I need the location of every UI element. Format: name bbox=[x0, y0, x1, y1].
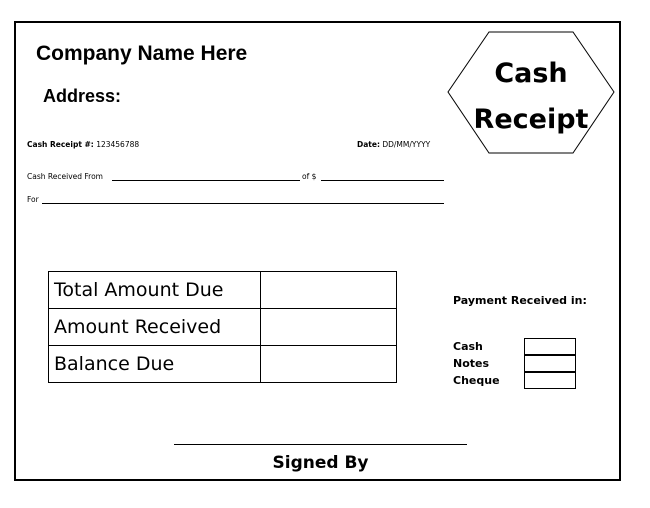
company-name: Company Name Here bbox=[36, 42, 248, 65]
payment-received-title: Payment Received in: bbox=[453, 294, 587, 307]
balance-due-value[interactable] bbox=[261, 346, 397, 383]
address-label: Address: bbox=[43, 86, 122, 106]
signed-by-label: Signed By bbox=[272, 453, 369, 473]
receipt-number-value: 123456788 bbox=[96, 140, 140, 149]
table-row bbox=[49, 309, 397, 346]
badge-line-1: Cash bbox=[494, 58, 568, 89]
of-dollar-label: of $ bbox=[302, 172, 317, 181]
payment-option-cash: Cash bbox=[453, 340, 483, 353]
received-from-field[interactable] bbox=[112, 180, 300, 181]
payment-option-cheque: Cheque bbox=[453, 374, 500, 387]
receipt-date bbox=[357, 140, 430, 149]
total-amount-due-label: Total Amount Due bbox=[49, 272, 261, 309]
amount-received-label: Amount Received bbox=[49, 309, 261, 346]
date-value[interactable]: DD/MM/YYYY bbox=[382, 140, 431, 149]
for-field[interactable] bbox=[42, 203, 444, 204]
notes-checkbox[interactable] bbox=[524, 355, 576, 372]
cash-checkbox[interactable] bbox=[524, 338, 576, 355]
amount-received-value[interactable] bbox=[261, 309, 397, 346]
for-label: For bbox=[27, 195, 39, 204]
total-amount-due-value[interactable] bbox=[261, 272, 397, 309]
cash-receipt-badge bbox=[446, 30, 616, 155]
payment-option-notes: Notes bbox=[453, 357, 490, 370]
receipt-number bbox=[27, 140, 139, 149]
table-row bbox=[49, 272, 397, 309]
amount-field[interactable] bbox=[321, 180, 444, 181]
received-from-label: Cash Received From bbox=[27, 172, 103, 181]
amounts-table bbox=[48, 271, 397, 383]
badge-line-2: Receipt bbox=[473, 104, 589, 134]
cheque-checkbox[interactable] bbox=[524, 372, 576, 389]
balance-due-label: Balance Due bbox=[49, 346, 261, 383]
table-row bbox=[49, 346, 397, 383]
date-label: Date: bbox=[357, 140, 380, 149]
receipt-number-label: Cash Receipt #: bbox=[27, 140, 94, 149]
signature-line[interactable] bbox=[174, 444, 467, 445]
